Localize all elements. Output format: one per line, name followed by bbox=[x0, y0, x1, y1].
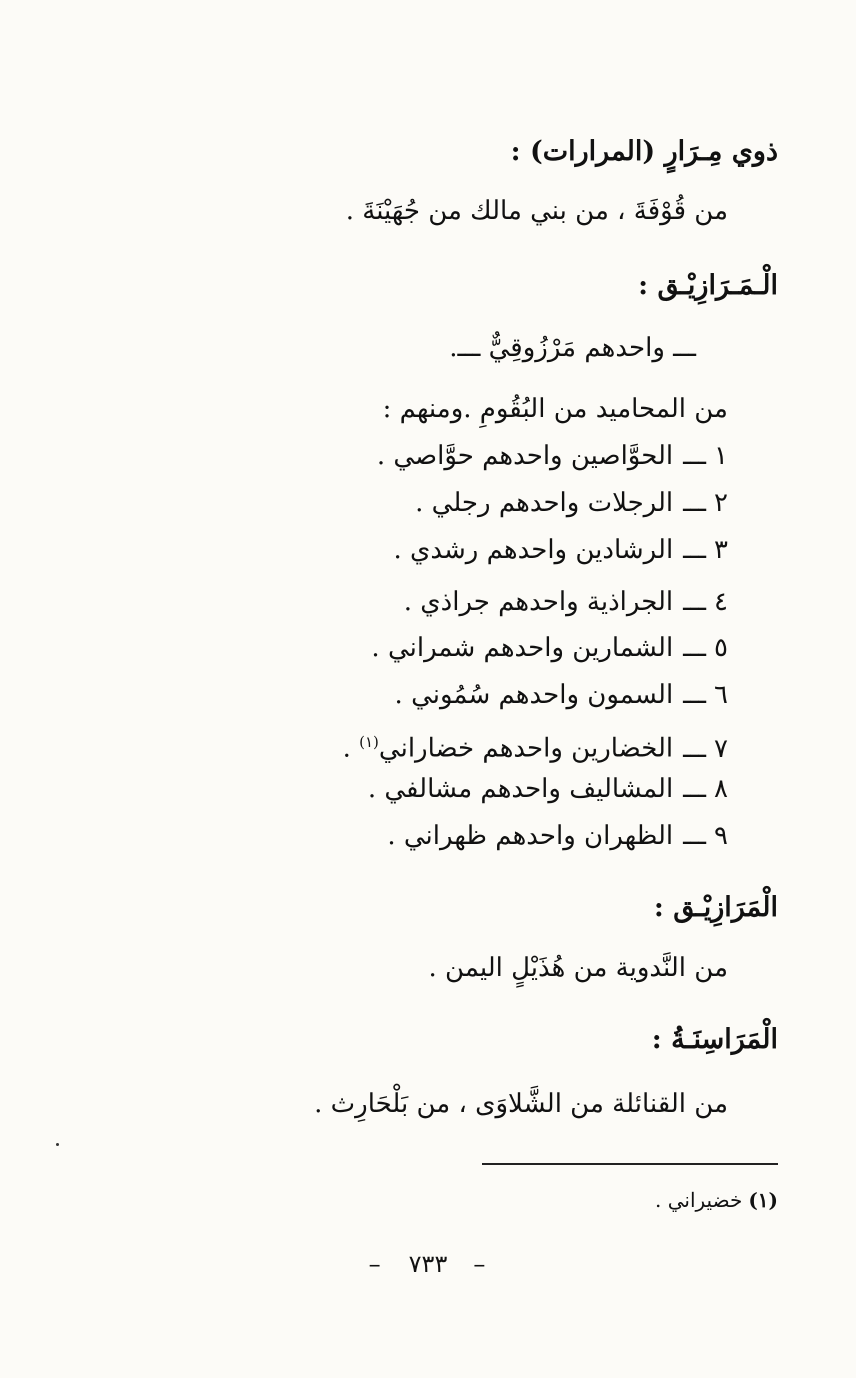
list-item bbox=[404, 584, 728, 620]
list-dash: ـــ bbox=[683, 680, 707, 710]
section-heading-marasina: الْمَرَاسِنَـةُ : bbox=[651, 1024, 778, 1055]
list-item-number: ٣ bbox=[714, 535, 728, 565]
list-item-tail: . bbox=[342, 733, 360, 764]
list-item-number: ٦ bbox=[714, 680, 728, 710]
list-dash: ـــ bbox=[683, 441, 707, 471]
list-item bbox=[343, 724, 728, 767]
list-item bbox=[395, 677, 728, 713]
list-item-text: الجراذية واحدهم جراذي . bbox=[403, 587, 674, 617]
footnote-text: خضيراني . bbox=[655, 1188, 743, 1212]
list-item-text: السمون واحدهم سُمُوني . bbox=[394, 680, 674, 710]
list-item-number: ١ bbox=[714, 441, 728, 471]
list-dash: ـــ bbox=[683, 535, 707, 565]
list-item-text: الحوَّاصين واحدهم حوَّاصي . bbox=[376, 441, 674, 471]
list-dash: ـــ bbox=[683, 633, 707, 663]
list-dash: ـــ bbox=[683, 587, 707, 617]
scan-speck bbox=[56, 1143, 59, 1146]
list-dash: ـــ bbox=[683, 733, 707, 764]
section-body-line: من المحاميد من البُقُومِ .ومنهم : bbox=[382, 394, 728, 424]
section-subtitle: ـــ واحدهم مَرْزُوقِيٌّ ـــ. bbox=[449, 333, 696, 363]
list-item-number: ٨ bbox=[714, 774, 728, 804]
list-item bbox=[371, 630, 728, 666]
section-heading-dhawi-murar: ذوي مِـرَارٍ (المرارات) : bbox=[510, 136, 778, 167]
list-item-text: الرشادين واحدهم رشدي . bbox=[393, 535, 674, 565]
page-number bbox=[0, 1250, 856, 1278]
list-dash: ـــ bbox=[683, 488, 707, 518]
list-item-text: الشمارين واحدهم شمراني . bbox=[371, 633, 674, 663]
footnote-divider bbox=[482, 1163, 778, 1165]
footnote-reference: (١) bbox=[359, 733, 379, 751]
list-item-number: ٥ bbox=[714, 633, 728, 663]
list-item-number: ٤ bbox=[714, 587, 728, 617]
page-number-dash: – bbox=[368, 1250, 383, 1278]
list-item-text: الخضارين واحدهم خضاراني bbox=[378, 733, 674, 764]
section-body-line: من قُوْفَةَ ، من بني مالك من جُهَيْنَةَ . bbox=[345, 196, 728, 226]
list-dash: ـــ bbox=[683, 774, 707, 804]
page-number-dash: – bbox=[473, 1250, 488, 1278]
list-item bbox=[415, 485, 728, 521]
list-item bbox=[393, 532, 728, 568]
list-item-text: الرجلات واحدهم رجلي . bbox=[415, 488, 674, 518]
list-item bbox=[368, 771, 728, 807]
list-dash: ـــ bbox=[683, 821, 707, 851]
list-item-number: ٢ bbox=[714, 488, 728, 518]
list-item bbox=[377, 438, 728, 474]
list-item-text: المشاليف واحدهم مشالفي . bbox=[367, 774, 674, 804]
section-body-line: من القنائلة من الشَّلاوَى ، من بَلْحَارِث . bbox=[314, 1089, 728, 1119]
page-number-value: ٧٣٣ bbox=[408, 1250, 448, 1278]
footnote-number: (١) bbox=[748, 1188, 778, 1212]
section-heading-marazeeq-2: الْمَرَازِيْـق : bbox=[653, 892, 778, 923]
list-item-text: الظهران واحدهم ظهراني . bbox=[387, 821, 674, 851]
list-item-number: ٩ bbox=[714, 821, 728, 851]
list-item-number: ٧ bbox=[714, 733, 728, 764]
section-body-line: من النَّدوية من هُذَيْلٍ اليمن . bbox=[428, 953, 728, 983]
section-heading-marazeeq: الْـمَـرَازِيْـق : bbox=[638, 270, 778, 301]
list-item bbox=[387, 818, 728, 854]
footnote bbox=[655, 1186, 778, 1214]
